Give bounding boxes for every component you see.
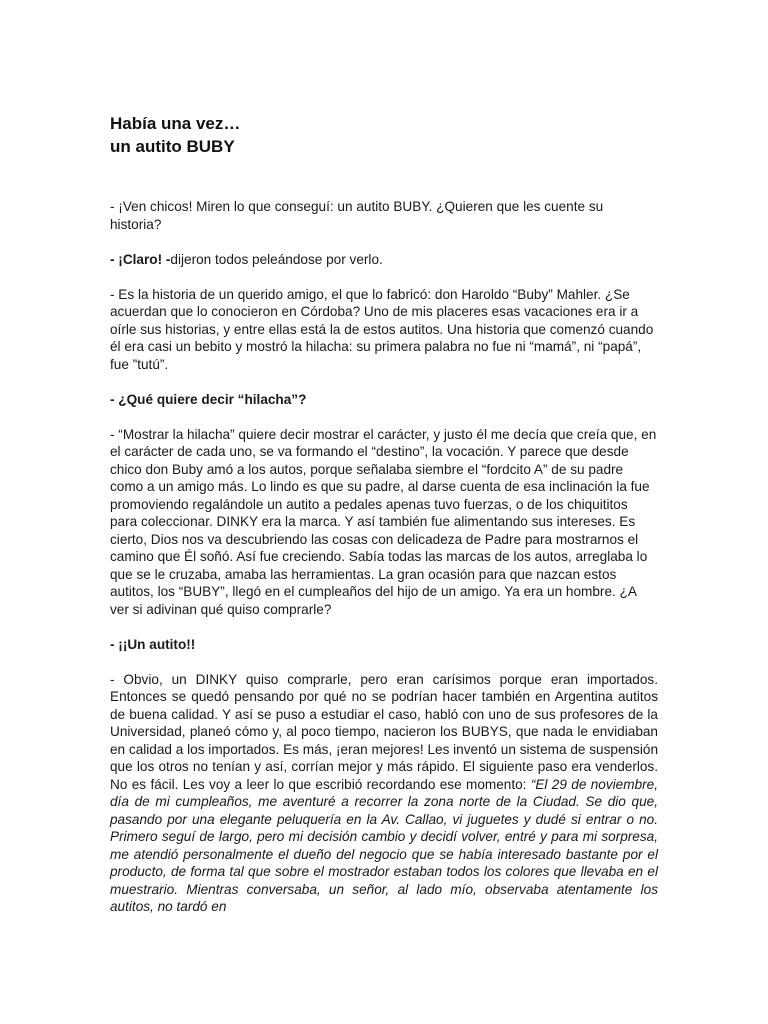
document-body	[110, 198, 658, 916]
paragraph-1: - ¡Ven chicos! Miren lo que conseguí: un autito BUBY. ¿Quieren que les cuente su historia?	[110, 199, 604, 232]
title-line-1: Había una vez…	[110, 114, 241, 133]
paragraph-3: - Es la historia de un querido amigo, el que lo fabricó: don Haroldo “Buby” Mahler. ¿Se acuerdan que lo conocieron en Córdoba? Uno de mis placeres esas vacaciones era ir a oírle sus historias, y entre ellas está la de estos autitos. Una historia que comenzó cuando él era casi un bebito y mostró la hilacha: su primera palabra no fue ni “mamá”, ni “papá”, fue ”tutú”.	[110, 286, 654, 372]
paragraph-4-question: - ¿Qué quiere decir “hilacha”?	[110, 391, 307, 407]
title-line-2: un autito BUBY	[110, 137, 235, 156]
document-page	[110, 112, 658, 933]
paragraph-6-answer: - ¡¡Un autito!!	[110, 636, 196, 652]
paragraph-5: - “Mostrar la hilacha” quiere decir mostrar el carácter, y justo él me decía que creía que, en el carácter de cada uno, se va formando el “destino”, la vocación. Y parece que desde chico don Buby amó a los autos, porque señalaba siembre el “fordcito A” de su padre como a un amigo más. Lo lindo es que su padre, al darse cuenta de esa inclinación la fue promoviendo regalándole un autito a pedales apenas tuvo fuerzas, o de los chiquititos para coleccionar. DINKY era la marca. Y así también fue alimentando sus intereses. Es cierto, Dios nos va descubriendo las cosas con delicadeza de Padre para mostrarnos el camino que Él soñó. Así fue creciendo. Sabía todas las marcas de los autos, arreglaba lo que se le cruzaba, amaba las herramientas. La gran ocasión para que nazcan estos autitos, los “BUBY”, llegó en el cumpleaños del hijo de un amigo. Ya era un hombre. ¿A ver si adivinan qué quiso comprarle?	[110, 426, 657, 617]
document-title	[110, 112, 658, 158]
paragraph-7-text: - Obvio, un DINKY quiso comprarle, pero eran carísimos porque eran importados. Entonces se quedó pensando por qué no se podrían hacer también en Argentina autitos de buena calidad. Y así se puso a estudiar el caso, habló con uno de sus profesores de la Universidad, planeó cómo y, al poco tiempo, nacieron los BUBYS, que nada le envidiaban en calidad a los importados. Es más, ¡eran mejores! Les inventó un sistema de suspensión que los otros no tenían y así, corrían mejor y más rápido. El siguiente paso era venderlos. No es fácil. Les voy a leer lo que escribió recordando ese momento:	[110, 671, 658, 792]
paragraph-7-quote: “El 29 de noviembre, día de mi cumpleaños, me aventuré a recorrer la zona norte de la Ciudad. Se dio que, pasando por una elegante peluquería en la Av. Callao, vi juguetes y dudé si entrar o no. Primero seguí de largo, pero mi decisión cambio y decidí volver, entré y para mi sorpresa, me atendió personalmente el dueño del negocio que se había interesado bastante por el producto, de forma tal que sobre el mostrador estaban todos los colores que llevaba en el muestrario. Mientras conversaba, un señor, al lado mío, observaba atentamente los autitos, no tardó en	[110, 776, 658, 914]
paragraph-2-bold: - ¡Claro! -	[110, 251, 171, 267]
paragraph-7	[110, 671, 658, 916]
paragraph-2-text: dijeron todos peleándose por verlo.	[170, 251, 383, 267]
paragraph-2	[110, 251, 658, 269]
